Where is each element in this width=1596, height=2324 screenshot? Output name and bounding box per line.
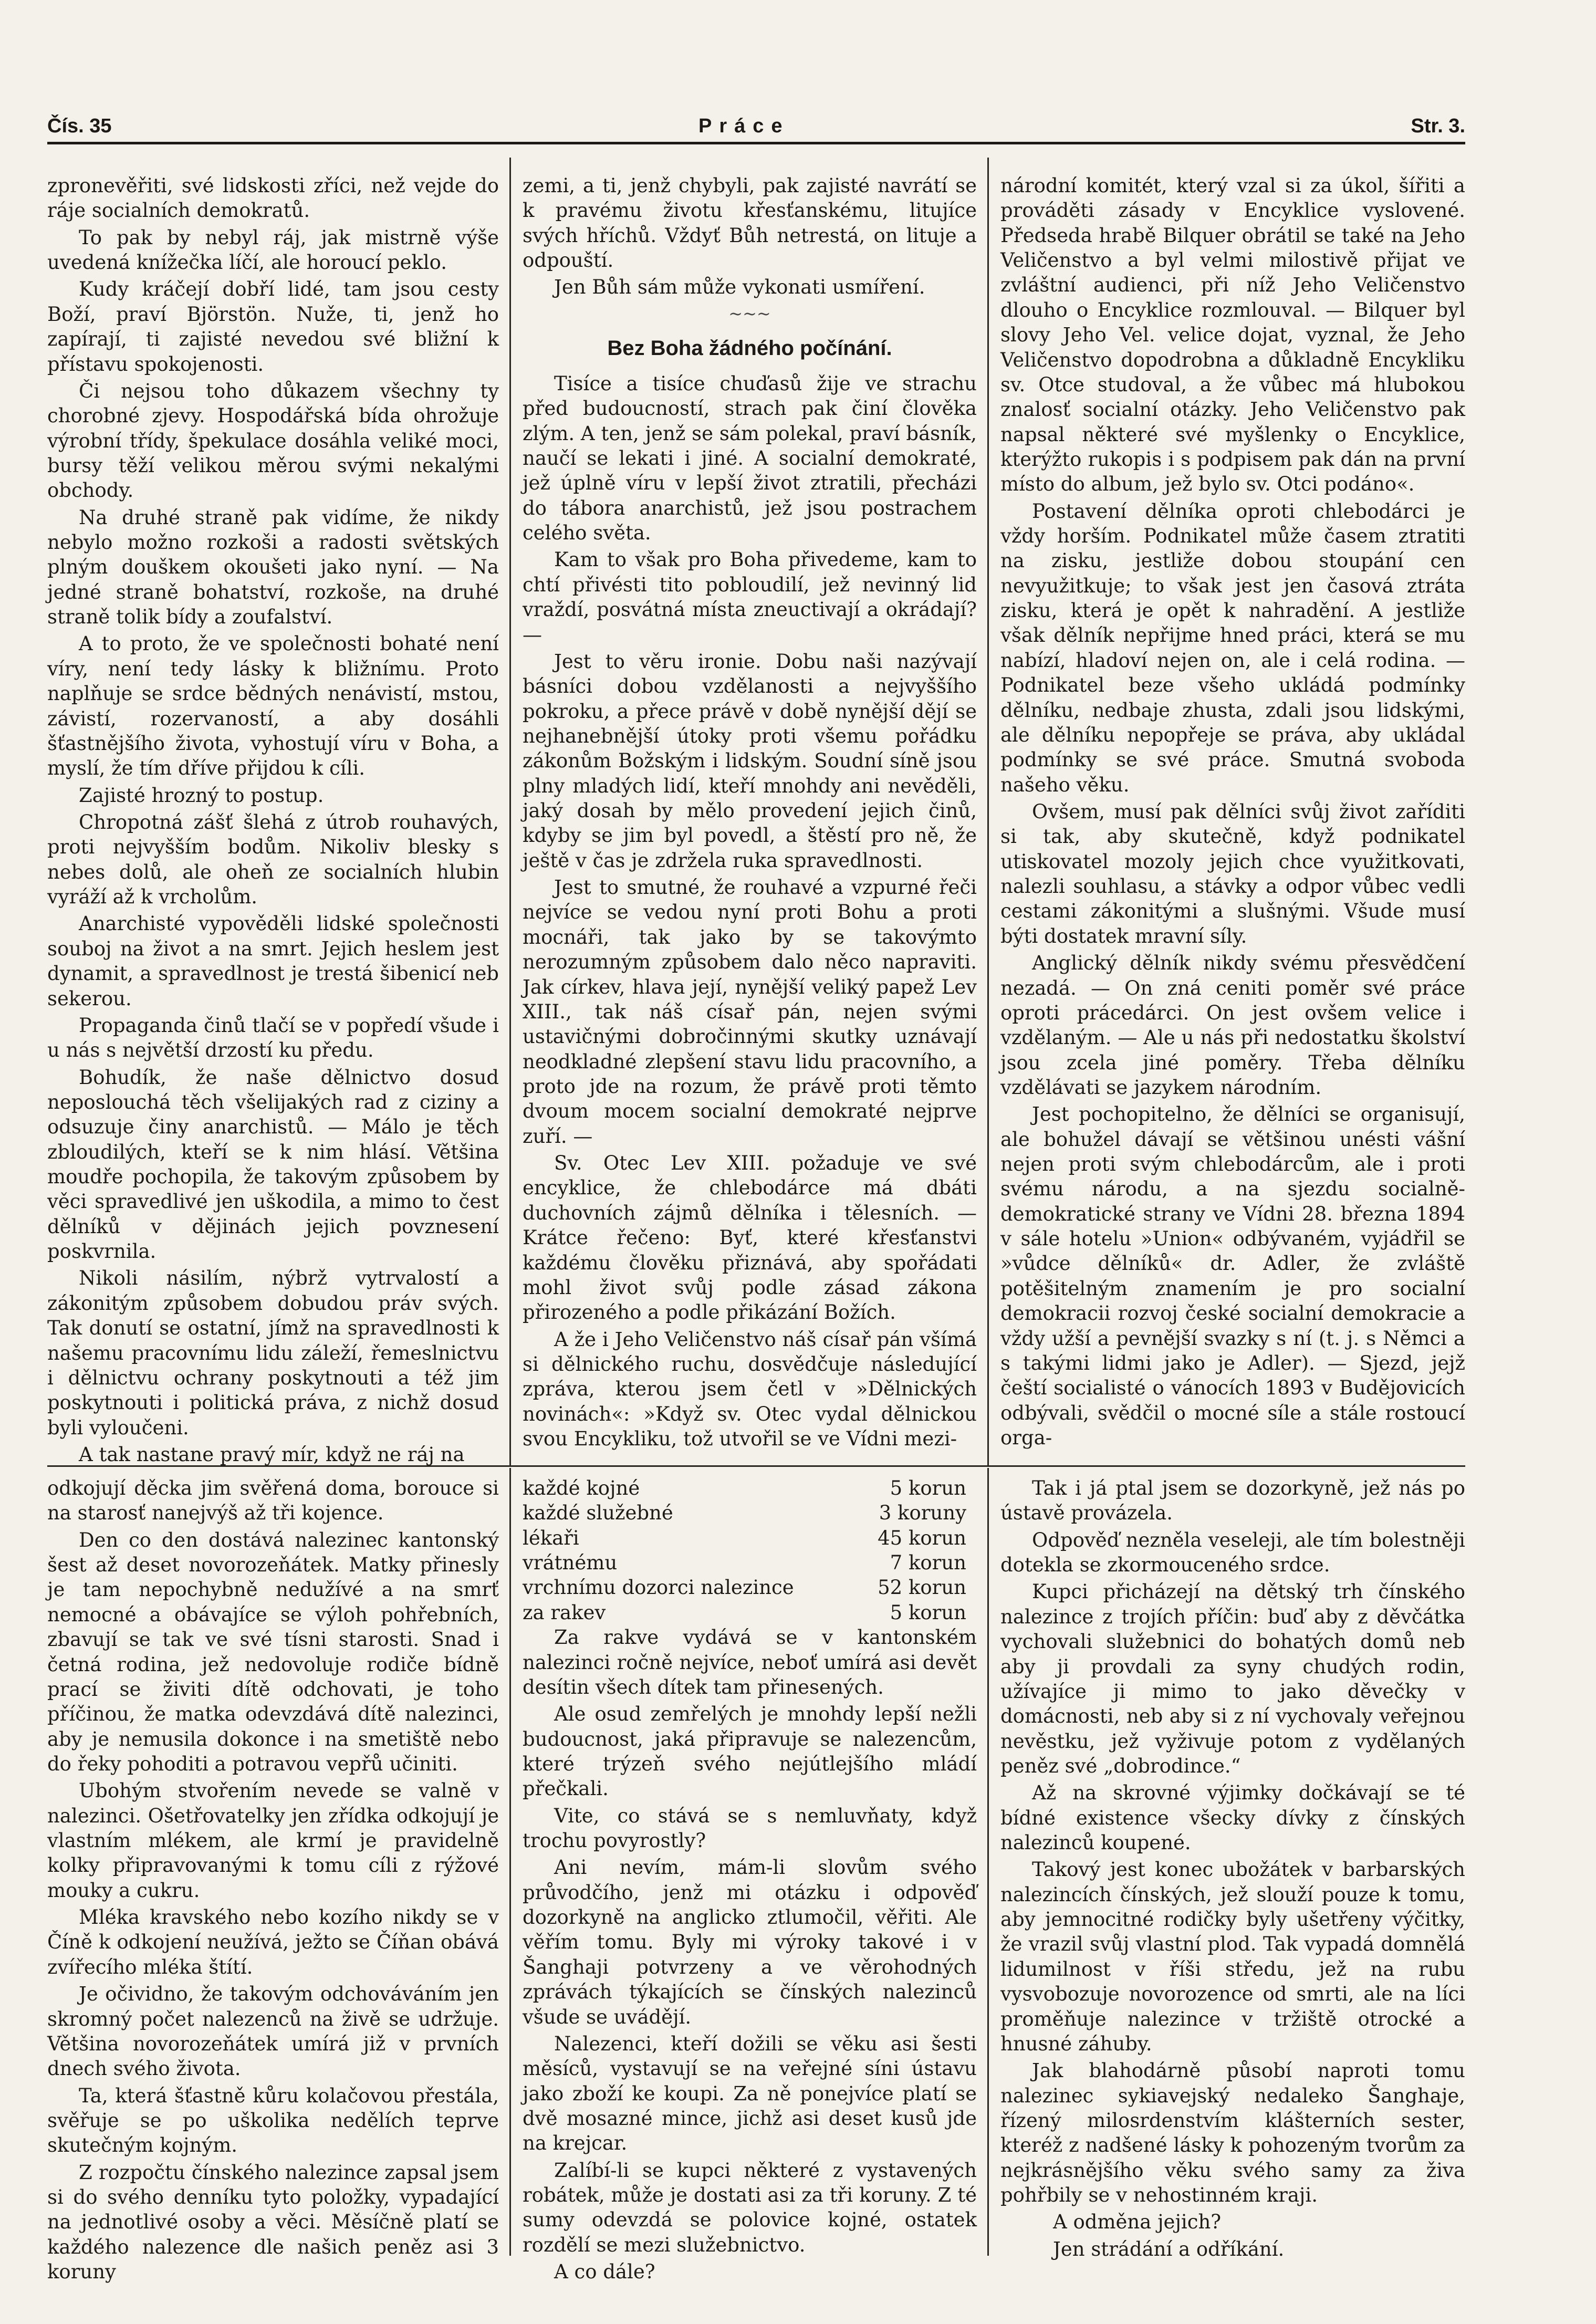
fee-row [523,1526,977,1550]
column-divider-4 [987,1468,989,2256]
paragraph: Den co den dostává nalezinec kantonský šest až deset novorozeňátek. Matky přinesly je tam nepochybně nedužívé a na smrť nemocné a obávajíce se výloh pohřebních, zbavují se tak ve své tísni starosti. Snad i četná rodina, jež nedovoluje rodiče bídně prací se živiti dítě odchovati, je toho příčinou, že matka odevzdává dítě nalezinci, aby je nemusila dokonce i na smetiště nebo do řeky pohoditi a potravou vepřů učiniti. [47,1528,499,1775]
paragraph: Ani nevím, mám-li slovům svého průvodčího, jenž mi otázku i odpověď dozorkyně na anglicko ztlumočil, věřiti. Ale věřím tomu. Byly mi výroky takové i v Šanghaji potvrzeny a ve věrohodných zprávách týkajících se čínských nalezinců všude se uvádějí. [523,1856,977,2028]
paragraph: Či nejsou toho důkazem všechny ty chorobné zjevy. Hospodářská bída ohrožuje výrobní třídy, špekulace dosáhla veliké moci, bursy těží velikou měrou svými nekalými obchody. [47,379,499,502]
fee-row [523,1476,977,1500]
paragraph: Postavení dělníka oproti chlebodárci je vždy horším. Podnikatel může časem ztratiti na zisku, jestliže dobou stoupání cen nevyužitkuje; to však jest jen časová ztráta zisku, která je opět k nahradění. A jestliže však dělník nepřijme hned práci, která se mu nabízí, hladoví nejen on, ale i celá rodina. — Podnikatel beze všeho ukládá podmínky dělníku, nedbaje zhusta, zdali jsou lidskými, ale dělníku nepopřeje se práva, aby ukládal podmínky se své práce. Smutná svoboda našeho věku. [1000,499,1465,796]
paragraph: Až na skrovné výjimky dočkávají se té bídné existence všecky dívky z čínských nalezinců koupené. [1000,1781,1465,1854]
fee-amount: 5 korun [890,1601,966,1624]
article-column-1 [47,173,499,1466]
paragraph: Vite, co stává se s nemluvňaty, když trochu povyrostly? [523,1804,977,1852]
column-divider-1 [509,158,511,1465]
header-rule [47,142,1465,144]
paragraph: Anglický dělník nikdy svému přesvědčení nezadá. — On zná ceniti poměr své práce oproti prácedárci. On jest ovšem velice i vzdělaným. — Ale u nás při nedostatku školství jsou zcela jiné poměry. Třeba dělníku vzdělávati se jazykem národním. [1000,952,1465,1099]
fee-row [523,1600,977,1625]
fee-amount: 45 korun [878,1526,966,1549]
paragraph: Anarchisté vypověděli lidské společnosti souboj na život a na smrt. Jejich heslem jest dynamit, a spravedlnost je trestá šibenicí neb sekerou. [47,912,499,1010]
paragraph: Jest to věru ironie. Dobu naši nazývají básníci dobou vzdělanosti a nejvyššího pokroku, a přece právě v době nynější dějí se nejhanebnější útoky proti všemu pořádku zákonům Božským i lidským. Soudní síně jsou plny mladých lidí, kteří mnohdy ani nevěděli, jaký dosah by mělo provedení jejich činů, kdyby se jim byl povedl, a štěstí pro ně, že ještě v čas je zdržela ruka spravedlnosti. [523,650,977,872]
paragraph: A že i Jeho Veličenstvo náš císař pán všímá si dělnického ruchu, dosvědčuje následující zpráva, kterou jsem četl v »Dělnických novinách«: »Když sv. Otec vydal dělnickou svou Encykliku, tož utvořil se ve Vídni mezi- [523,1328,977,1451]
fee-row [523,1500,977,1525]
issue-number: Čís. 35 [47,115,112,137]
paragraph: Jak blahodárně působí naproti tomu nalezinec sykiavejský nedaleko Šanghaje, řízený milosrdenstvím klášterních sester, kteréž z nadšené lásky k pohozeným tvorům za nejkrásnějšího věku svého samy za živa pohřbily se v nehostinném kraji. [1000,2059,1465,2207]
fee-label: každé služebné [523,1502,673,1525]
paragraph: zemi, a ti, jenž chybyli, pak zajisté navrátí se k pravému životu křesťanskému, litujíce svých hříchů. Vždyť Bůh netrestá, on lituje a odpouští. [523,174,977,272]
paragraph: Sv. Otec Lev XIII. požaduje ve své encyklice, že chlebodárce má dbáti duchovních zájmů dělníka i tělesních. — Krátce řečeno: Byť, které křesťanstvi každému člověku přiznává, aby spořádati mohl život svůj podle zásad zákona přirozeného a podle přikázání Božích. [523,1152,977,1324]
fee-table [523,1476,977,1625]
page-header [47,108,1465,144]
fee-label: vrchnímu dozorci nalezince [523,1576,794,1599]
paragraph: Z rozpočtu čínského nalezince zapsal jsem si do svého denníku tyto položky, vypadající na jednotlivé osoby a věci. Měsíčně platí se každého nalezence dle našich peněz asi 3 koruny [47,2161,499,2284]
fee-amount: 5 korun [890,1477,966,1499]
paragraph: Odpověď nezněla veseleji, ale tím bolestněji dotekla se zkormouceného srdce. [1000,1528,1465,1577]
fee-label: lékaři [523,1526,579,1549]
paragraph: A co dále? [554,2260,655,2284]
fee-amount: 52 korun [878,1576,966,1599]
paragraph: Kupci přicházejí na dětský trh čínského nalezince z trojích příčin: buď aby z děvčátka vychovali služebnici do bohatých domů neb aby ji provdali za syny chudých rodin, užívajíce ji mimo to jako děvečky v domácnosti, neb aby si z ní vychovaly veřejnou nevěstku, jež vyživuje potom z vydělaných peněz své „dobrodince.“ [1000,1580,1465,1777]
paragraph: To pak by nebyl ráj, jak mistrně výše uvedená knížečka líčí, ale horoucí peklo. [47,226,499,274]
paragraph: Nikoli násilím, nýbrž vytrvalostí a zákonitým způsobem dobudou práv svých. Tak donutí se ostatní, jímž na spravedlnosti k našemu pracovnímu lidu záleží, řemeslnictvu i dělnictvu ochrany poskytnouti a též jim poskytnouti i politická práva, z nichž dosud byli vyloučeni. [47,1267,499,1439]
paragraph: Propaganda činů tlačí se v popředí všude i u nás s největší drzostí ku předu. [47,1014,499,1062]
newspaper-title: Práce [698,115,790,137]
newspaper-page [47,0,1465,2324]
paragraph: Na druhé straně pak vidíme, že nikdy nebylo možno rozkoši a radosti světských plným douškem okoušeti jako nyní. — Na jedné straně bohatství, rozkoše, na druhé straně tolik bídy a zoufalství. [47,506,499,629]
page-number: Str. 3. [1411,115,1465,137]
paragraph: Zajisté hrozný to postup. [79,784,324,807]
bottom-column-3 [1000,1476,1465,2260]
paragraph: Ta, která šťastně kůru kolačovou přestála, svěřuje se po uškolika nedělích teprve skutečným kojným. [47,2084,499,2157]
fee-label: každé kojné [523,1477,640,1499]
paragraph: Kam to však pro Boha přivedeme, kam to chtí přivésti tito pobloudilí, jež nevinný lid vraždí, posvátná místa zneuctivají a okrádají? — [523,548,977,646]
paragraph: Jen strádání a odříkání. [1053,2237,1285,2260]
article-column-2 [523,173,977,1460]
paragraph: Tisíce a tisíce chuďasů žije ve strachu před budoucností, strach pak činí člověka zlým. A ten, jenž se sám polekal, praví básník, naučí se lekati i jiné. A socialní demokraté, jež úplně víru v lepší život ztratili, přecházi do tábora anarchistů, jež jsou postrachem celého světa. [523,372,977,545]
paragraph: Jest to smutné, že rouhavé a vzpurné řeči nejvíce se vedou nyní proti Bohu a proti mocnáři, tak jako by se takovýmto nerozumným způsobem dalo něco napraviti. Jak církev, hlava její, nynější veliký papež Lev XIII., tak náš císař pán, nejen svými ustavičnými dobročinnými skutky uznávají neodkladné zlepšení stavu lidu pracovního, a proto jde na rozum, že právě proti těmto dvoum mocem socialní demokraté nejprve zuří. — [523,876,977,1148]
paragraph: Nalezenci, kteří dožili se věku asi šesti měsíců, vystavují se na veřejné síni ústavu jako zboží ke koupi. Za ně ponejvíce platí se dvě mosazné mince, jichž asi deset kusů jde na krejcar. [523,2032,977,2155]
column-divider-2 [987,158,989,1465]
paragraph: Takový jest konec ubožátek v barbarských nalezincích čínských, jež slouží pouze k tomu, aby jemnocitné rodičky byly ušetřeny výčitky, že vrazil svůj vlastní plod. Tak vypadá domnělá lidumilnost v říši středu, jež na rubu vysvobozuje novorozence od smrti, ale na líci proměňuje nalezince v tržiště otrocké a hnusné záhuby. [1000,1858,1465,2055]
paragraph: odkojují děcka jim svěřená doma, borouce si na starosť nanejvýš až tři kojence. [47,1477,499,1525]
section-heading: Bez Boha žádného počínání. [607,336,892,360]
fee-row [523,1550,977,1575]
fee-label: vrátnému [523,1551,618,1575]
bottom-column-1 [47,1476,499,2284]
paragraph: Je očividno, že takovým odchováváním jen skromný počet nalezenců na živě se udržuje. Většina novorozeňátek umírá již v prvních dnech svého života. [47,1983,499,2080]
paragraph: národní komitét, který vzal si za úkol, šířiti a prováděti zásady v Encyklice vyslovené. Předseda hrabě Bilquer obrátil se také na Jeho Veličenstvo a byl velmi milostivě přijat ve zvláštní audienci, při níž Jeho Veličenstvo dlouho o Encyklice rozmlouval. — Bilquer byl slovy Jeho Vel. velice dojat, vyznal, že Jeho Veličenstvo dopodrobna a důkladně Encykliku sv. Otce studoval, a že vůbec má hlubokou znalosť socialní otázky. Jeho Veličenstvo pak napsal některé své myšlenky o Encyklice, kterýžto rukopis i s podpisem pak dán na první místo do album, jež bylo sv. Otci podáno«. [1000,174,1465,496]
paragraph: Kudy kráčejí dobří lidé, tam jsou cesty Boží, praví Björstön. Nuže, ti, jenž ho zapírají, ti zajisté nevedou své bližní k přístavu spokojenosti. [47,278,499,376]
paragraph: Mléka kravského nebo kozího nikdy se v Číně k odkojení neužívá, ježto se Číňan obává zvířecího mléka štítí. [47,1906,499,1978]
paragraph: zpronevěřiti, své lidskosti zříci, než vejde do ráje socialních demokratů. [47,174,499,222]
fee-row [523,1575,977,1600]
paragraph: Zalíbí-li se kupci některé z vystavených robátek, může je dostati asi za tři koruny. Z té sumy odevzdá se polovice kojné, ostatek rozdělí se mezi služebnictvo. [523,2159,977,2256]
bottom-column-2 [523,1476,977,2284]
fee-amount: 7 korun [890,1551,966,1575]
paragraph: Jen Bůh sám může vykonati usmíření. [554,276,925,299]
paragraph: Bohudík, že naše dělnictvo dosud neposlouchá těch všelijakých rad z ciziny a odsuzuje činy anarchistů. — Málo je těch zbloudilých, kteří se k nim hlásí. Většina moudře pochopila, že takovým způsobem by věci spravedlivé jen uškodila, a mimo to čest dělníků v dějinách jejich povznesení poskvrnila. [47,1066,499,1263]
paragraph: A tak nastane pravý mír, když ne ráj na [79,1443,465,1466]
paragraph: Jest pochopitelno, že dělníci se organisují, ale bohužel dávají se většinou unésti vášní nejen proti svým chlebodárcům, ale i proti svému národu, a na sjezdu socialně-demokratické strany ve Vídni 28. března 1894 v sále hotelu »Union« odbývaném, vyjádřil se »vůdce dělníků« dr. Adler, že zvláště potěšitelným znamením je pro socialní demokracii rozvoj české socialní demokracie a vždy užší a pevnější svazky s ní (t. j. s Němci a s takými lidmi jako je Adler). — Sjezd, jejž čeští socialisté o vánocích 1893 v Budějovicích odbývali, svědčil o mocné síle a stále rostoucí orga- [1000,1103,1465,1449]
paragraph: Tak i já ptal jsem se dozorkyně, jež nás po ústavě provázela. [1000,1477,1465,1525]
paragraph: A to proto, že ve společnosti bohaté není víry, není tedy lásky k bližnímu. Proto naplňuje se srdce bědných nenávistí, mstou, závistí, rozervaností, a aby dosáhli šťastnějšího života, vyhostují víru v Boha, a myslí, že tím dříve přijdou k cíli. [47,632,499,780]
paragraph: Ale osud zemřelých je mnohdy lepší nežli budoucnost, jaká připravuje se nalezencům, které trýzeň svého nejútlejšího mládí přečkali. [523,1703,977,1800]
paragraph: Za rakve vydává se v kantonském nalezinci ročně nejvíce, neboť umírá asi devět desítin všech dítek tam přinesených. [523,1626,977,1698]
article-column-3 [1000,173,1465,1460]
paragraph: Chropotná zášť šlehá z útrob rouhavých, proti nejvyšším bodům. Nikoliv blesky s nebes dolů, ale oheň ze socialních hlubin vyráží až k vrcholům. [47,810,499,909]
paragraph: Ovšem, musí pak dělníci svůj život zaříditi si tak, aby skutečně, když podnikatel utiskovatel mozoly jejich chce využitkovati, nalezli souhlasu, a stávky a odpor vůbec vedli cestami zákonitými a slušnými. Všude musí býti dostatek mravní síly. [1000,800,1465,947]
fee-label: za rakev [523,1601,606,1624]
paragraph: Ubohým stvořením nevede se valně v nalezinci. Ošetřovatelky jen zřídka odkojují je vlastním mlékem, ale krmí je pravidelně kolky připravovanými k tomu cíli z rýžové mouky a cukru. [47,1779,499,1902]
column-divider-3 [509,1468,511,2256]
paragraph: A odměna jejich? [1053,2211,1222,2234]
fee-amount: 3 koruny [879,1502,966,1525]
ornament: ~~~ [728,303,771,324]
